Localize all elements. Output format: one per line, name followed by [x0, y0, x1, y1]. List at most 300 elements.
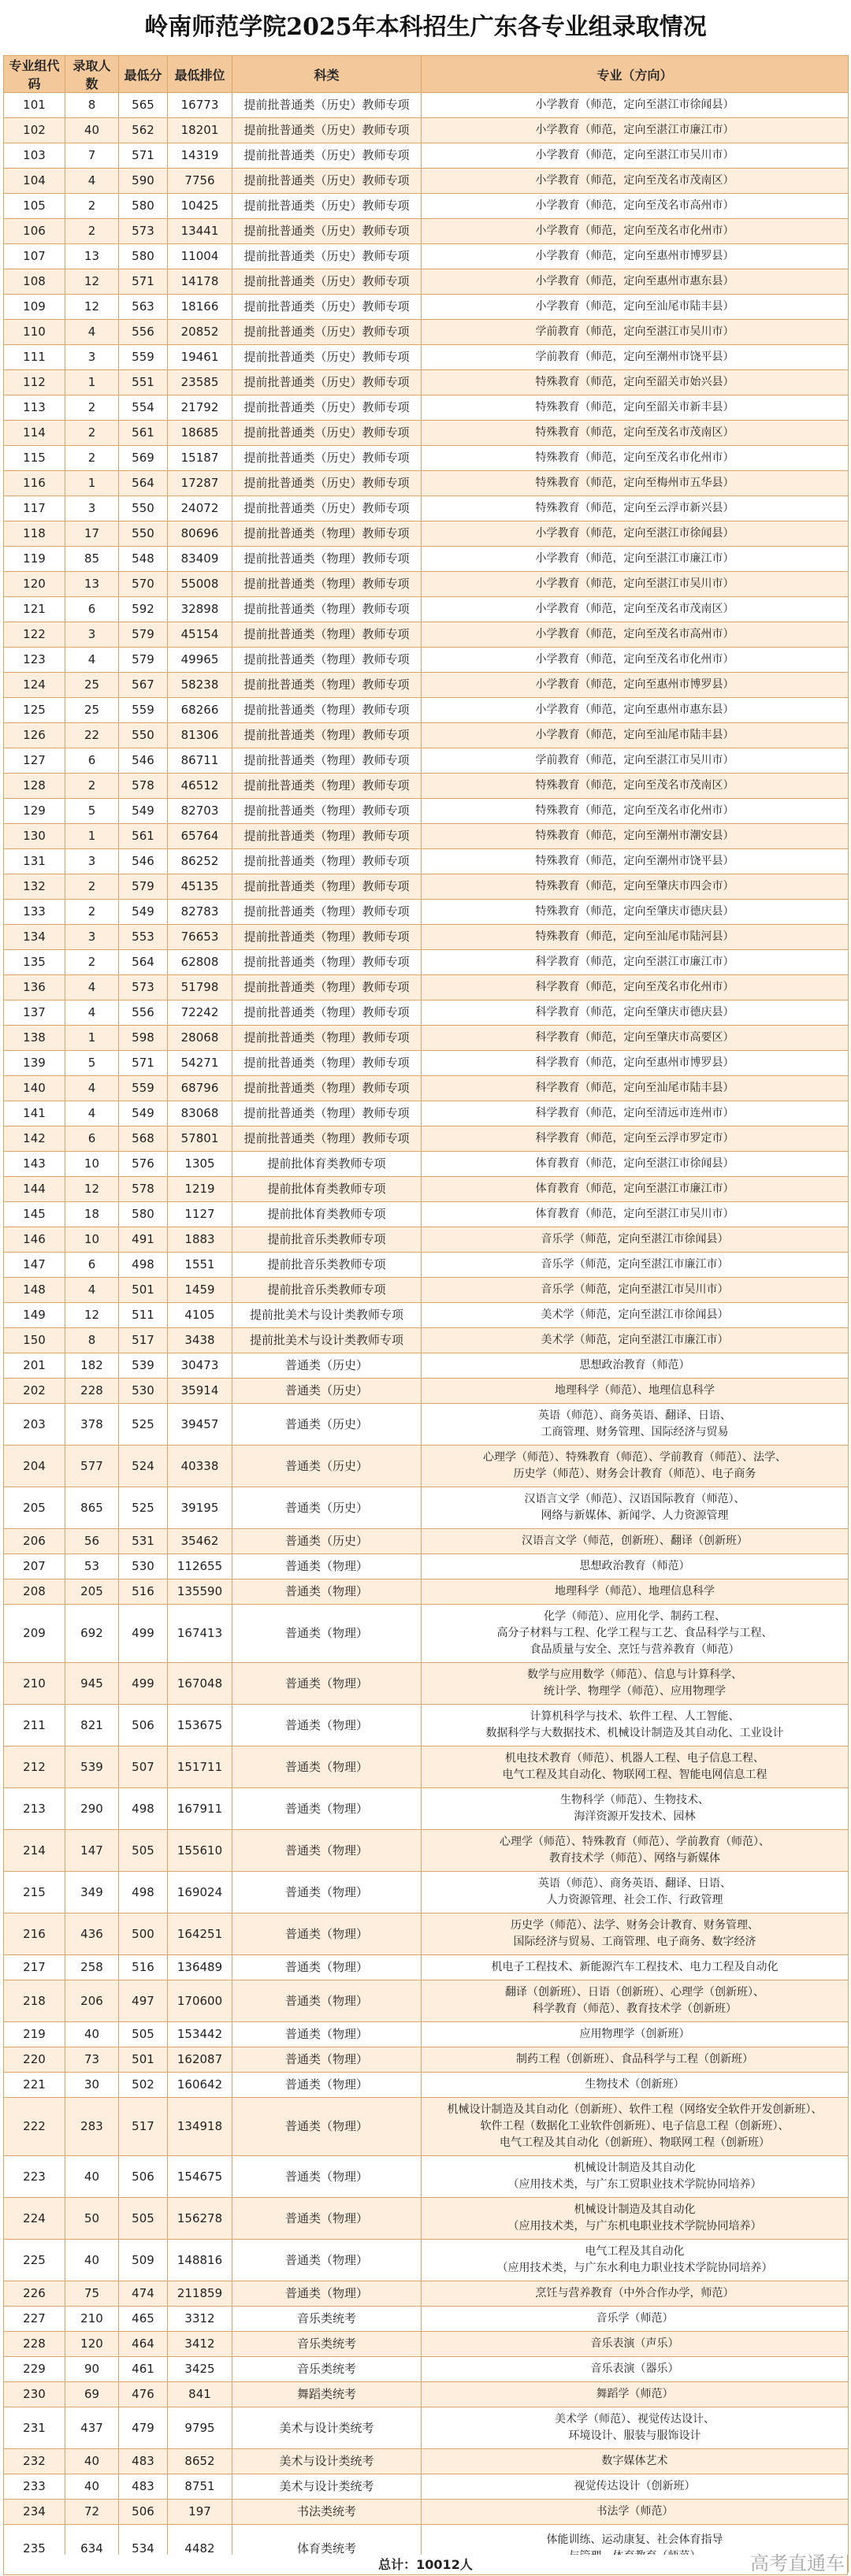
cell-major: 机电子工程技术、新能源汽车工程技术、电力工程及自动化 [422, 1955, 849, 1980]
cell-category: 普通类（物理） [232, 2047, 422, 2073]
cell-group-code: 102 [4, 118, 65, 143]
cell-major: 特殊教育（师范，定向至茂名市化州市） [422, 799, 849, 824]
cell-admitted-count: 13 [65, 572, 119, 597]
cell-min-score: 580 [119, 1202, 168, 1227]
cell-admitted-count: 3 [65, 849, 119, 874]
cell-min-rank: 51798 [168, 975, 232, 1000]
cell-group-code: 150 [4, 1328, 65, 1353]
cell-min-rank: 151711 [168, 1746, 232, 1788]
cell-category: 提前批普通类（物理）教师专项 [232, 522, 422, 547]
cell-admitted-count: 12 [65, 1177, 119, 1202]
cell-major: 数字媒体艺术 [422, 2449, 849, 2474]
cell-major: 小学教育（师范，定向至湛江市廉江市） [422, 547, 849, 572]
cell-admitted-count: 40 [65, 2156, 119, 2198]
cell-group-code: 127 [4, 748, 65, 774]
cell-category: 普通类（物理） [232, 1746, 422, 1788]
table-row [4, 1487, 849, 1529]
cell-category: 提前批普通类（物理）教师专项 [232, 547, 422, 572]
cell-major: 特殊教育（师范，定向至韶关市始兴县） [422, 370, 849, 395]
cell-min-rank: 1127 [168, 1202, 232, 1227]
header-admitted-count: 录取人数 [65, 56, 119, 93]
cell-major: 特殊教育（师范，定向至潮州市潮安县） [422, 824, 849, 849]
cell-category: 美术与设计类统考 [232, 2474, 422, 2500]
cell-min-score: 562 [119, 118, 168, 143]
cell-admitted-count: 1 [65, 370, 119, 395]
table-row [4, 1000, 849, 1026]
cell-group-code: 128 [4, 774, 65, 799]
cell-min-rank: 82703 [168, 799, 232, 824]
cell-min-rank: 841 [168, 2382, 232, 2407]
cell-min-score: 564 [119, 950, 168, 975]
cell-category: 普通类（物理） [232, 1579, 422, 1605]
table-row [4, 1705, 849, 1746]
cell-admitted-count: 210 [65, 2307, 119, 2332]
cell-admitted-count: 283 [65, 2098, 119, 2156]
cell-group-code: 211 [4, 1705, 65, 1746]
cell-min-rank: 24072 [168, 496, 232, 522]
cell-group-code: 116 [4, 471, 65, 496]
cell-major: 小学教育（师范，定向至汕尾市陆丰县） [422, 723, 849, 748]
table-row [4, 1913, 849, 1955]
cell-min-score: 567 [119, 673, 168, 698]
cell-admitted-count: 865 [65, 1487, 119, 1529]
cell-min-score: 501 [119, 1278, 168, 1303]
cell-min-score: 516 [119, 1955, 168, 1980]
table-row [4, 345, 849, 370]
cell-min-score: 598 [119, 1026, 168, 1051]
cell-category: 提前批普通类（历史）教师专项 [232, 143, 422, 169]
table-row [4, 2098, 849, 2156]
table-row [4, 93, 849, 118]
table-row [4, 1253, 849, 1278]
cell-category: 普通类（物理） [232, 2198, 422, 2240]
cell-min-score: 499 [119, 1605, 168, 1663]
cell-min-score: 502 [119, 2073, 168, 2098]
admission-table [3, 55, 849, 2573]
cell-major: 机械设计制造及其自动化 （应用技术类，与广东机电职业技术学院协同培养） [422, 2198, 849, 2240]
cell-min-score: 559 [119, 698, 168, 723]
cell-min-rank: 4105 [168, 1303, 232, 1328]
cell-category: 体育类统考 [232, 2525, 422, 2573]
cell-admitted-count: 40 [65, 2022, 119, 2047]
cell-major: 体育教育（师范，定向至湛江市徐闻县） [422, 1152, 849, 1177]
table-row [4, 1446, 849, 1487]
cell-min-score: 507 [119, 1746, 168, 1788]
cell-min-score: 559 [119, 345, 168, 370]
cell-admitted-count: 6 [65, 748, 119, 774]
cell-category: 普通类（物理） [232, 1554, 422, 1579]
cell-major: 舞蹈学（师范） [422, 2382, 849, 2407]
cell-group-code: 122 [4, 622, 65, 648]
cell-major: 地理科学（师范）、地理信息科学 [422, 1579, 849, 1605]
cell-category: 音乐类统考 [232, 2307, 422, 2332]
cell-major: 特殊教育（师范，定向至肇庆市四会市） [422, 874, 849, 900]
cell-admitted-count: 3 [65, 496, 119, 522]
cell-category: 普通类（物理） [232, 2098, 422, 2156]
cell-min-rank: 167911 [168, 1788, 232, 1830]
cell-min-rank: 1551 [168, 1253, 232, 1278]
cell-group-code: 108 [4, 269, 65, 295]
cell-min-rank: 54271 [168, 1051, 232, 1076]
cell-min-score: 548 [119, 547, 168, 572]
cell-admitted-count: 5 [65, 799, 119, 824]
cell-min-rank: 15187 [168, 446, 232, 471]
table-row [4, 2382, 849, 2407]
cell-major: 英语（师范）、商务英语、翻译、日语、 人力资源管理、社会工作、行政管理 [422, 1872, 849, 1913]
cell-category: 提前批普通类（历史）教师专项 [232, 421, 422, 446]
cell-major: 学前教育（师范，定向至潮州市饶平县） [422, 345, 849, 370]
cell-category: 普通类（物理） [232, 1955, 422, 1980]
cell-min-score: 576 [119, 1152, 168, 1177]
table-row [4, 320, 849, 345]
cell-admitted-count: 53 [65, 1554, 119, 1579]
cell-admitted-count: 6 [65, 1127, 119, 1152]
cell-admitted-count: 378 [65, 1404, 119, 1446]
cell-major: 小学教育（师范，定向至茂名市茂南区） [422, 169, 849, 194]
cell-admitted-count: 73 [65, 2047, 119, 2073]
cell-category: 美术与设计类统考 [232, 2449, 422, 2474]
table-row [4, 2407, 849, 2449]
cell-admitted-count: 10 [65, 1227, 119, 1253]
cell-min-score: 483 [119, 2474, 168, 2500]
cell-min-rank: 211859 [168, 2281, 232, 2307]
cell-major: 小学教育（师范，定向至惠州市惠东县） [422, 269, 849, 295]
cell-major: 书法学（师范） [422, 2500, 849, 2525]
cell-min-rank: 155610 [168, 1830, 232, 1872]
table-row [4, 1980, 849, 2022]
table-row [4, 295, 849, 320]
cell-min-score: 464 [119, 2332, 168, 2357]
cell-min-rank: 18201 [168, 118, 232, 143]
header-group-code: 专业组代码 [4, 56, 65, 93]
cell-category: 提前批普通类（历史）教师专项 [232, 194, 422, 219]
cell-major: 科学教育（师范，定向至汕尾市陆丰县） [422, 1076, 849, 1101]
cell-group-code: 129 [4, 799, 65, 824]
cell-min-rank: 46512 [168, 774, 232, 799]
cell-admitted-count: 4 [65, 1000, 119, 1026]
cell-min-score: 565 [119, 93, 168, 118]
cell-admitted-count: 1 [65, 471, 119, 496]
cell-min-rank: 28068 [168, 1026, 232, 1051]
table-row [4, 1026, 849, 1051]
cell-admitted-count: 25 [65, 673, 119, 698]
cell-major: 机械设计制造及其自动化 （应用技术类，与广东工贸职业技术学院协同培养） [422, 2156, 849, 2198]
table-row [4, 1554, 849, 1579]
table-row [4, 244, 849, 269]
cell-major: 科学教育（师范，定向至湛江市廉江市） [422, 950, 849, 975]
cell-group-code: 148 [4, 1278, 65, 1303]
cell-major: 心理学（师范）、特殊教育（师范）、学前教育（师范）、法学、 历史学（师范）、财务会计教育（师范）、电子商务 [422, 1446, 849, 1487]
cell-category: 提前批普通类（物理）教师专项 [232, 622, 422, 648]
table-row [4, 1227, 849, 1253]
table-row [4, 118, 849, 143]
cell-major: 音乐学（师范，定向至湛江市徐闻县） [422, 1227, 849, 1253]
cell-major: 音乐学（师范，定向至湛江市廉江市） [422, 1253, 849, 1278]
cell-min-rank: 135590 [168, 1579, 232, 1605]
cell-min-rank: 62808 [168, 950, 232, 975]
cell-min-rank: 58238 [168, 673, 232, 698]
cell-category: 提前批普通类（物理）教师专项 [232, 698, 422, 723]
cell-min-rank: 170600 [168, 1980, 232, 2022]
cell-min-score: 563 [119, 295, 168, 320]
cell-min-score: 569 [119, 446, 168, 471]
cell-min-rank: 45154 [168, 622, 232, 648]
cell-min-score: 556 [119, 1000, 168, 1026]
table-row [4, 2500, 849, 2525]
cell-min-rank: 68266 [168, 698, 232, 723]
table-row [4, 1303, 849, 1328]
cell-admitted-count: 2 [65, 774, 119, 799]
table-row [4, 219, 849, 244]
cell-major: 汉语言文学（师范）、汉语国际教育（师范）、 网络与新媒体、新闻学、人力资源管理 [422, 1487, 849, 1529]
cell-admitted-count: 228 [65, 1379, 119, 1404]
cell-min-score: 505 [119, 1830, 168, 1872]
cell-admitted-count: 40 [65, 2449, 119, 2474]
cell-major: 科学教育（师范，定向至惠州市博罗县） [422, 1051, 849, 1076]
cell-category: 提前批体育类教师专项 [232, 1152, 422, 1177]
cell-min-rank: 3412 [168, 2332, 232, 2357]
table-row [4, 698, 849, 723]
cell-min-rank: 76653 [168, 925, 232, 950]
header-category: 科类 [232, 56, 422, 93]
cell-major: 小学教育（师范，定向至茂名市高州市） [422, 194, 849, 219]
table-row [4, 1152, 849, 1177]
table-row [4, 2156, 849, 2198]
cell-group-code: 140 [4, 1076, 65, 1101]
cell-group-code: 206 [4, 1529, 65, 1554]
cell-min-rank: 9795 [168, 2407, 232, 2449]
cell-min-rank: 57801 [168, 1127, 232, 1152]
cell-category: 普通类（物理） [232, 2281, 422, 2307]
cell-admitted-count: 25 [65, 698, 119, 723]
table-row [4, 1605, 849, 1663]
cell-major: 小学教育（师范，定向至茂名市茂南区） [422, 597, 849, 622]
table-row [4, 1529, 849, 1554]
cell-admitted-count: 2 [65, 395, 119, 421]
table-row [4, 1830, 849, 1872]
cell-min-score: 573 [119, 219, 168, 244]
cell-min-rank: 3312 [168, 2307, 232, 2332]
cell-category: 普通类（物理） [232, 2073, 422, 2098]
cell-category: 美术与设计类统考 [232, 2407, 422, 2449]
cell-admitted-count: 12 [65, 295, 119, 320]
cell-major: 小学教育（师范，定向至湛江市徐闻县） [422, 93, 849, 118]
cell-category: 普通类（物理） [232, 1705, 422, 1746]
cell-category: 普通类（历史） [232, 1446, 422, 1487]
cell-group-code: 230 [4, 2382, 65, 2407]
cell-major: 烹饪与营养教育（中外合作办学，师范） [422, 2281, 849, 2307]
cell-category: 提前批普通类（物理）教师专项 [232, 1101, 422, 1127]
cell-group-code: 231 [4, 2407, 65, 2449]
cell-major: 思想政治教育（师范） [422, 1554, 849, 1579]
cell-group-code: 219 [4, 2022, 65, 2047]
table-row [4, 748, 849, 774]
cell-group-code: 234 [4, 2500, 65, 2525]
cell-admitted-count: 85 [65, 547, 119, 572]
cell-major: 小学教育（师范，定向至惠州市博罗县） [422, 673, 849, 698]
cell-category: 普通类（物理） [232, 1788, 422, 1830]
table-row [4, 975, 849, 1000]
cell-major: 应用物理学（创新班） [422, 2022, 849, 2047]
cell-min-score: 531 [119, 1529, 168, 1554]
header-min-rank: 最低排位 [168, 56, 232, 93]
cell-group-code: 107 [4, 244, 65, 269]
cell-category: 提前批音乐类教师专项 [232, 1253, 422, 1278]
table-row [4, 471, 849, 496]
cell-admitted-count: 4 [65, 169, 119, 194]
cell-admitted-count: 206 [65, 1980, 119, 2022]
cell-admitted-count: 22 [65, 723, 119, 748]
cell-admitted-count: 3 [65, 345, 119, 370]
cell-group-code: 117 [4, 496, 65, 522]
cell-admitted-count: 692 [65, 1605, 119, 1663]
cell-min-score: 580 [119, 194, 168, 219]
cell-min-score: 491 [119, 1227, 168, 1253]
cell-min-score: 506 [119, 2156, 168, 2198]
cell-admitted-count: 56 [65, 1529, 119, 1554]
cell-min-score: 549 [119, 799, 168, 824]
cell-min-rank: 55008 [168, 572, 232, 597]
cell-major: 制药工程（创新班）、食品科学与工程（创新班） [422, 2047, 849, 2073]
cell-category: 提前批普通类（物理）教师专项 [232, 597, 422, 622]
table-row [4, 1788, 849, 1830]
cell-min-score: 524 [119, 1446, 168, 1487]
cell-admitted-count: 2 [65, 950, 119, 975]
cell-category: 普通类（物理） [232, 2156, 422, 2198]
cell-min-score: 592 [119, 597, 168, 622]
table-row [4, 1379, 849, 1404]
cell-major: 体能训练、运动康复、社会体育指导 [422, 2525, 849, 2573]
table-row [4, 169, 849, 194]
table-row [4, 547, 849, 572]
table-row [4, 496, 849, 522]
cell-major: 特殊教育（师范，定向至云浮市新兴县） [422, 496, 849, 522]
table-row [4, 1328, 849, 1353]
cell-major: 美术学（师范，定向至湛江市徐闻县） [422, 1303, 849, 1328]
cell-group-code: 220 [4, 2047, 65, 2073]
cell-min-score: 551 [119, 370, 168, 395]
cell-min-rank: 21792 [168, 395, 232, 421]
cell-admitted-count: 634 [65, 2525, 119, 2573]
cell-min-score: 579 [119, 622, 168, 648]
cell-category: 提前批普通类（历史）教师专项 [232, 118, 422, 143]
header-min-score: 最低分 [119, 56, 168, 93]
cell-category: 提前批普通类（历史）教师专项 [232, 395, 422, 421]
cell-admitted-count: 1 [65, 824, 119, 849]
cell-major: 科学教育（师范，定向至肇庆市德庆县） [422, 1000, 849, 1026]
cell-admitted-count: 258 [65, 1955, 119, 1980]
cell-min-score: 546 [119, 748, 168, 774]
cell-admitted-count: 539 [65, 1746, 119, 1788]
cell-group-code: 105 [4, 194, 65, 219]
cell-admitted-count: 5 [65, 1051, 119, 1076]
cell-group-code: 225 [4, 2240, 65, 2281]
table-row [4, 1101, 849, 1127]
cell-category: 提前批普通类（物理）教师专项 [232, 874, 422, 900]
cell-min-rank: 3425 [168, 2357, 232, 2382]
cell-admitted-count: 4 [65, 1278, 119, 1303]
cell-min-score: 499 [119, 1663, 168, 1705]
cell-min-rank: 18166 [168, 295, 232, 320]
cell-group-code: 138 [4, 1026, 65, 1051]
table-row [4, 2073, 849, 2098]
cell-group-code: 104 [4, 169, 65, 194]
cell-category: 提前批音乐类教师专项 [232, 1227, 422, 1253]
cell-major: 机电技术教育（师范）、机器人工程、电子信息工程、 电气工程及其自动化、物联网工程、智能电网信息工程 [422, 1746, 849, 1788]
cell-group-code: 228 [4, 2332, 65, 2357]
cell-admitted-count: 182 [65, 1353, 119, 1379]
table-row [4, 774, 849, 799]
cell-category: 提前批普通类（历史）教师专项 [232, 471, 422, 496]
cell-category: 提前批普通类（物理）教师专项 [232, 673, 422, 698]
cell-group-code: 223 [4, 2156, 65, 2198]
table-row [4, 1278, 849, 1303]
cell-admitted-count: 40 [65, 118, 119, 143]
cell-major: 特殊教育（师范，定向至茂名市茂南区） [422, 774, 849, 799]
cell-min-rank: 134918 [168, 2098, 232, 2156]
cell-major: 小学教育（师范，定向至茂名市高州市） [422, 622, 849, 648]
cell-min-rank: 3438 [168, 1328, 232, 1353]
cell-major: 特殊教育（师范，定向至汕尾市陆河县） [422, 925, 849, 950]
cell-min-rank: 39457 [168, 1404, 232, 1446]
cell-admitted-count: 120 [65, 2332, 119, 2357]
cell-min-score: 500 [119, 1913, 168, 1955]
cell-major: 音乐表演（声乐） [422, 2332, 849, 2357]
cell-group-code: 212 [4, 1746, 65, 1788]
table-row [4, 446, 849, 471]
cell-group-code: 123 [4, 648, 65, 673]
cell-group-code: 232 [4, 2449, 65, 2474]
cell-category: 提前批体育类教师专项 [232, 1202, 422, 1227]
cell-group-code: 134 [4, 925, 65, 950]
cell-min-rank: 32898 [168, 597, 232, 622]
cell-min-score: 498 [119, 1788, 168, 1830]
cell-min-rank: 40338 [168, 1446, 232, 1487]
cell-min-rank: 4482 [168, 2525, 232, 2573]
table-row [4, 143, 849, 169]
cell-min-score: 474 [119, 2281, 168, 2307]
cell-category: 普通类（物理） [232, 1663, 422, 1705]
cell-admitted-count: 437 [65, 2407, 119, 2449]
cell-min-score: 530 [119, 1379, 168, 1404]
table-total: 总计：10012人 [3, 2555, 848, 2575]
cell-group-code: 208 [4, 1579, 65, 1605]
table-row [4, 799, 849, 824]
cell-category: 提前批普通类（历史）教师专项 [232, 269, 422, 295]
cell-admitted-count: 40 [65, 2474, 119, 2500]
cell-min-score: 517 [119, 1328, 168, 1353]
cell-min-rank: 19461 [168, 345, 232, 370]
table-row [4, 1202, 849, 1227]
cell-group-code: 233 [4, 2474, 65, 2500]
cell-admitted-count: 205 [65, 1579, 119, 1605]
cell-admitted-count: 821 [65, 1705, 119, 1746]
cell-group-code: 144 [4, 1177, 65, 1202]
cell-group-code: 115 [4, 446, 65, 471]
cell-min-score: 556 [119, 320, 168, 345]
cell-admitted-count: 4 [65, 1101, 119, 1127]
cell-min-rank: 35914 [168, 1379, 232, 1404]
cell-min-rank: 169024 [168, 1872, 232, 1913]
cell-group-code: 131 [4, 849, 65, 874]
cell-category: 提前批普通类（历史）教师专项 [232, 169, 422, 194]
cell-min-rank: 153442 [168, 2022, 232, 2047]
cell-group-code: 112 [4, 370, 65, 395]
cell-category: 提前批普通类（物理）教师专项 [232, 900, 422, 925]
cell-min-rank: 72242 [168, 1000, 232, 1026]
cell-admitted-count: 8 [65, 1328, 119, 1353]
cell-group-code: 224 [4, 2198, 65, 2240]
